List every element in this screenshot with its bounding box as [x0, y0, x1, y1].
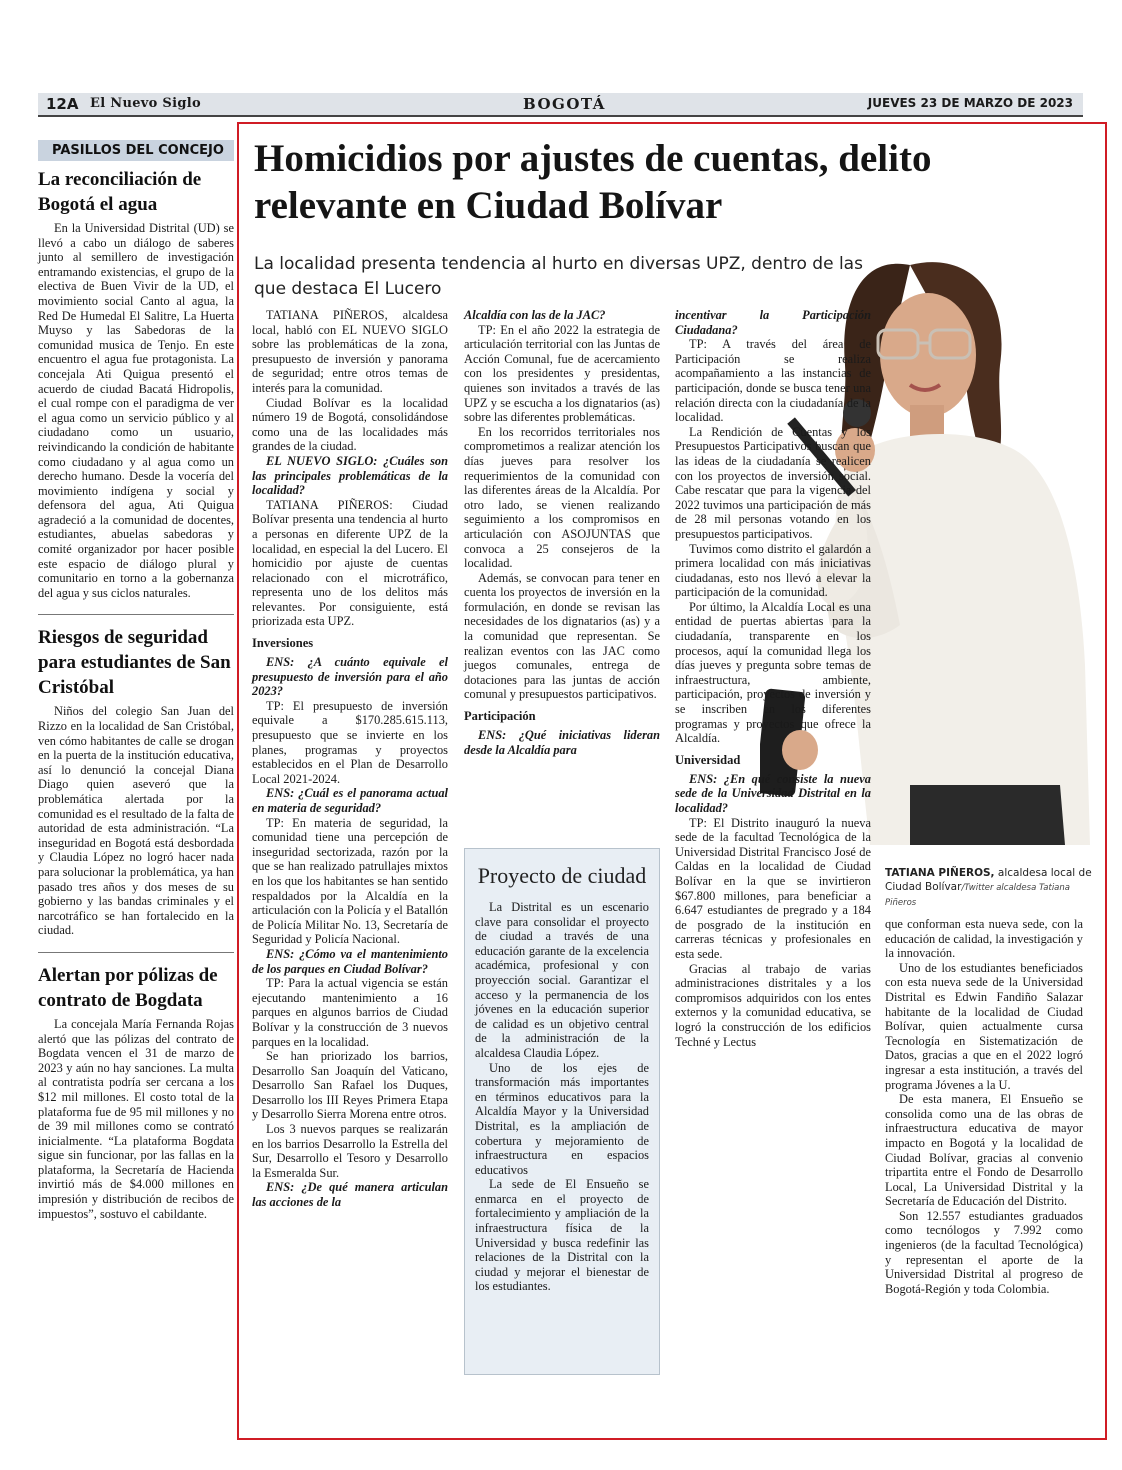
divider: [38, 952, 234, 953]
caption-name: TATIANA PIÑEROS,: [885, 867, 995, 879]
interview-question: incentivar la Participación Ciudadana?: [675, 308, 871, 337]
article-paragraph: Gracias al trabajo de varias administraciones distritales y a los compromisos adquiridos con los entes externos y la comunidad educativa, se logró la construcción de los edificios Techné y Lectus: [675, 961, 871, 1049]
issue-date: JUEVES 23 DE MARZO DE 2023: [867, 96, 1073, 110]
article-paragraph: TP: El Distrito inauguró la nueva sede de la facultad Tecnológica de la Universidad Distrital Francisco José de Caldas en la localidad de Ciudad Bolívar en la que se invirtieron $67.800 millones, para beneficiar a 6.647 estudiantes de pregrado y a 184 de posgrado de la institución en carreras técnicas y profesionales en esta sede.: [675, 815, 871, 961]
article-paragraph: que conforman esta nueva sede, con la educación de calidad, la investigación y la innovación.: [885, 917, 1083, 961]
article-paragraph: TP: En el año 2022 la estrategia de articulación territorial con las Juntas de Acción Comunal, fue de acercamiento con los presidentes y presidentas, quienes son invitados a través de las UPZ y se escucha a los dignatarios (as) sobre las diferentes problemáticas.: [464, 322, 660, 425]
box-title: Proyecto de ciudad: [477, 863, 647, 888]
article-column-4: [885, 917, 1083, 1296]
photo-caption: [885, 866, 1095, 910]
subheading: Universidad: [675, 752, 741, 767]
article-paragraph: En los recorridos territoriales nos comprometimos a realizar atención los días jueves para resolver los requerimientos de la comunidad con las diferentes áreas de la Alcaldía. Por otro lado, se vienen realizando seguimiento a los compromisos en articulación con ASOJUNTAS que convoca a 25 consejeros de la localidad.: [464, 424, 660, 571]
sidebar-box: [464, 848, 660, 1375]
sidebar-story-body: En la Universidad Distrital (UD) se llevó a cabo un diálogo de saberes junto al semillero de investigación entramando existencias, el grupo de la electiva de Buen Vivir de la UD, el movimiento social Canto al agua, la Red De Humedal El Salitre, La Huerta Muyso y las Sabedoras de la comunidad musica de Tenjo. En este encuentro el agua fue protagonista. La concejala Ati Quigua presentó el acuerdo de ciudad Bacatá Hidropolis, el cual rompe con el paradigma de ver el agua como un servicio público y al ciudadano como un usuario, reivindicando la condición de habitante como ciudadano y al agua como un derecho humano. Desde la vocería del movimiento indígena y social y defensora del agua, Ati Quigua agradeció a la comunidad de docentes, estudiantes, abuelas sabedoras y comité organizador por hacer posible este espacio de diálogo plural y comunitario en torno a la gobernanza del agua y sus ciclos naturales.: [38, 221, 234, 600]
article-paragraph: TP: Para la actual vigencia se están ejecutando mantenimiento a 16 parques en algunos barrios de Ciudad Bolívar y la construcción de 3 nuevos parques en la localidad.: [252, 976, 448, 1049]
article-paragraph: Por último, la Alcaldía Local es una entidad de puertas abiertas para la ciudadanía, transparente en los procesos, aquí la comunidad llega los días jueves y pregunta sobre temas de infraestructura, ambiente, participación, proyectos de inversión y se inscriben en los diferentes programas y proyectos que ofrece la Alcaldía.: [675, 599, 871, 746]
article-paragraph: Son 12.557 estudiantes graduados como tecnólogos y 7.992 como ingenieros (de la facultad Tecnológica) y representan el aporte de la Universidad Distrital al progreso de Bogotá-Región y toda Colombia.: [885, 1208, 1083, 1296]
sidebar-story-body: Niños del colegio San Juan del Rizzo en la localidad de San Cristóbal, ven cómo habitantes de calle se drogan en la puerta de la institución educativa, así lo denunció la concejal Diana Diago quien aseveró que la problemática alertada por la comunidad es el resultado de la falta de autoridad de esta administración. “La inseguridad en Bogotá está desbordada y Claudia López no logró hacer nada para solucionar la problemática, ya han pasado tres años y dos meses de su gobierno y las bandas criminales y el narcotráfico se han fortalecido en la ciudad.: [38, 704, 234, 938]
box-paragraph: La Distrital es un escenario clave para consolidar el proyecto de ciudad a través de una educación garante de la excelencia académica, profesional y con proyección social. Garantizar el acceso y la permanencia de los jóvenes en la educación superior de calidad es un objetivo central de la administración de la alcaldesa Claudia López.: [475, 900, 649, 1060]
divider: [38, 614, 234, 615]
article-paragraph: Ciudad Bolívar es la localidad número 19 de Bogotá, consolidándose como una de las localidades más grandes de la ciudad.: [252, 395, 448, 454]
subheading: Participación: [464, 709, 536, 724]
section-name: BOGOTÁ: [523, 95, 606, 113]
caption-text: alcaldesa local de Ciudad Bolívar: [885, 867, 1092, 893]
article-paragraph: TATIANA PIÑEROS, alcaldesa local, habló con EL NUEVO SIGLO sobre las problemáticas de la zona, presupuesto de inversión y panorama de seguridad; entre otros temas de interés para la comunidad.: [252, 308, 448, 395]
sidebar-headline: Riesgos de seguridad para estudiantes de San Cristóbal: [38, 627, 231, 699]
interview-question: ENS: ¿Cómo va el mantenimiento de los parques en Ciudad Bolívar?: [252, 946, 448, 976]
article-column-3: [675, 308, 871, 1049]
article-paragraph: TATIANA PIÑEROS: Ciudad Bolívar presenta una tendencia al hurto a personas en diferente UPZ de la localidad, en especial la del Lucero. El homicidio por ajuste de cuentas relacionado con el microtráfico, representa uno de los delitos más relevantes. Por consiguiente, está priorizada esta UPZ.: [252, 497, 448, 629]
interview-question: Alcaldía con las de la JAC?: [464, 308, 606, 322]
article-column-1: [252, 308, 448, 1210]
interview-question: ENS: ¿Cuál es el panorama actual en materia de seguridad?: [252, 786, 448, 815]
sidebar-headline: Alertan por pólizas de contrato de Bogdata: [38, 964, 218, 1011]
interview-question: ENS: ¿Qué iniciativas lideran desde la Alcaldía para: [464, 728, 660, 757]
box-paragraph: Uno de los ejes de transformación más importantes en términos educativos para la Alcaldía Mayor y la Universidad Distrital, es la ampliación de cobertura y mejoramiento de infraestructura en espacios educativos: [475, 1060, 649, 1177]
interview-question: ENS: ¿A cuánto equivale el presupuesto de inversión para el año 2023?: [252, 655, 448, 699]
article-paragraph: Se han priorizado los barrios, Desarrollo San Joaquín del Vaticano, Desarrollo San Rafael los Duques, Desarrollo los III Reyes Primera Etapa y Desarrollo Sierra Morena entre otros.: [252, 1049, 448, 1122]
page-number: 12A: [46, 95, 79, 113]
interview-question: ENS: ¿De qué manera articulan las acciones de la: [252, 1180, 448, 1210]
article-column-2: [464, 308, 660, 757]
sidebar-headline: La reconciliación de Bogotá el agua: [38, 169, 202, 215]
article-paragraph: Tuvimos como distrito el galardón a primera localidad con más iniciativas ciudadanas, esto nos llevó a elevar la participación de la comunidad.: [675, 541, 871, 600]
subheading: Inversiones: [252, 636, 314, 651]
article-paragraph: La Rendición de Cuentas y los Presupuestos Participativos buscan que las ideas de la ciudadanía se realicen con los proyectos de inversión social. Cabe rescatar que para la vigencia del 2022 tuvimos una participación de más de 28 mil personas votando en los presupuestos participativos.: [675, 424, 871, 541]
box-paragraph: La sede de El Ensueño se enmarca en el proyecto de fortalecimiento y ampliación de la infraestructura física de la Universidad y busca redefinir las relaciones de la Distrital con la ciudad y mejorar el bienestar de los estudiantes.: [475, 1177, 649, 1294]
article-paragraph: TP: A través del área de Participación se realiza acompañamiento a las instancias de participación, donde se busca tener una relación directa con la ciudadanía de la localidad.: [675, 337, 871, 425]
sidebar-section-tag: PASILLOS DEL CONCEJO: [38, 140, 234, 161]
article-paragraph: Los 3 nuevos parques se realizarán en los barrios Desarrollo la Estrella del Sur, Desarrollo el Tesoro y Desarrollo la Esmeralda Sur.: [252, 1122, 448, 1180]
article-title: Homicidios por ajustes de cuentas, delito relevante en Ciudad Bolívar: [254, 137, 932, 227]
article-subtitle: La localidad presenta tendencia al hurto en diversas UPZ, dentro de las que destaca El Lucero: [254, 254, 863, 299]
article-paragraph: TP: El presupuesto de inversión equivale a $170.285.615.113, presupuesto que se invierte en los planes, programas y proyectos establecidos en el Plan de Desarrollo Local 2021-2024.: [252, 698, 448, 786]
article-paragraph: De esta manera, El Ensueño se consolida como una de las obras de infraestructura educativa de mayor impacto en Bogotá y la localidad de Ciudad Bolívar, gracias al convenio tripartita entre el Fondo de Desarrollo Local, La Universidad Distrital y la Secretaría de Educación del Distrito.: [885, 1092, 1083, 1209]
sidebar-column: [38, 140, 234, 1221]
article-paragraph: Uno de los estudiantes beneficiados con esta nueva sede de la Universidad Distrital es Edwin Fandiño Salazar habitante de la localidad de Ciudad Bolívar, quien actualmente cursa Tecnología en Sistematización de Datos, gracias a que en el 2022 logró ingresar a esta institución, a través del programa Jóvenes a la U.: [885, 960, 1083, 1092]
caption-credit: /Twitter alcaldesa Tatiana Piñeros: [885, 883, 1070, 908]
interview-question: ENS: ¿En qué consiste la nueva sede de la Universidad Distrital en la localidad?: [675, 771, 871, 815]
article-paragraph: TP: En materia de seguridad, la comunidad tiene una percepción de inseguridad sectorizada, razón por la que se han realizado patrullajes mixtos en los que los habitantes se han sentido respaldados por la Alcaldía en la articulación con la Policía y el Batallón de Policía Militar No. 13, Secretaría de Seguridad y Policía Nacional.: [252, 815, 448, 947]
article-paragraph: Además, se convocan para tener en cuenta los proyectos de inversión en la formulación, en donde se revisan las necesidades de los dignatarios (as) y a la comunidad que representan. Se realizan eventos con las JAC como juegos comunales, entrega de dotaciones para las juntas de acción comunal y presupuestos participativos.: [464, 570, 660, 702]
sidebar-story-body: La concejala María Fernanda Rojas alertó que las pólizas del contrato de Bogdata vencen el 31 de marzo de 2023 y aún no hay sanciones. La multa al contratista podría ser cercana a los $12 mil millones. El costo total de la plataforma fue de 95 mil millones y no de 39 mil millones como se contrató inicialmente. “La plataforma Bogdata sigue sin funcionar, por las fallas en la plataforma, la Secretaría de Hacienda invirtió más de $4.000 millones en impresión y distribución de recibos de impuestos”, sostuvo el cabildante.: [38, 1016, 234, 1221]
publication-name: El Nuevo Siglo: [90, 96, 201, 111]
page-header: [38, 93, 1083, 117]
interview-question: EL NUEVO SIGLO: ¿Cuáles son las principales problemáticas de la localidad?: [252, 453, 448, 498]
